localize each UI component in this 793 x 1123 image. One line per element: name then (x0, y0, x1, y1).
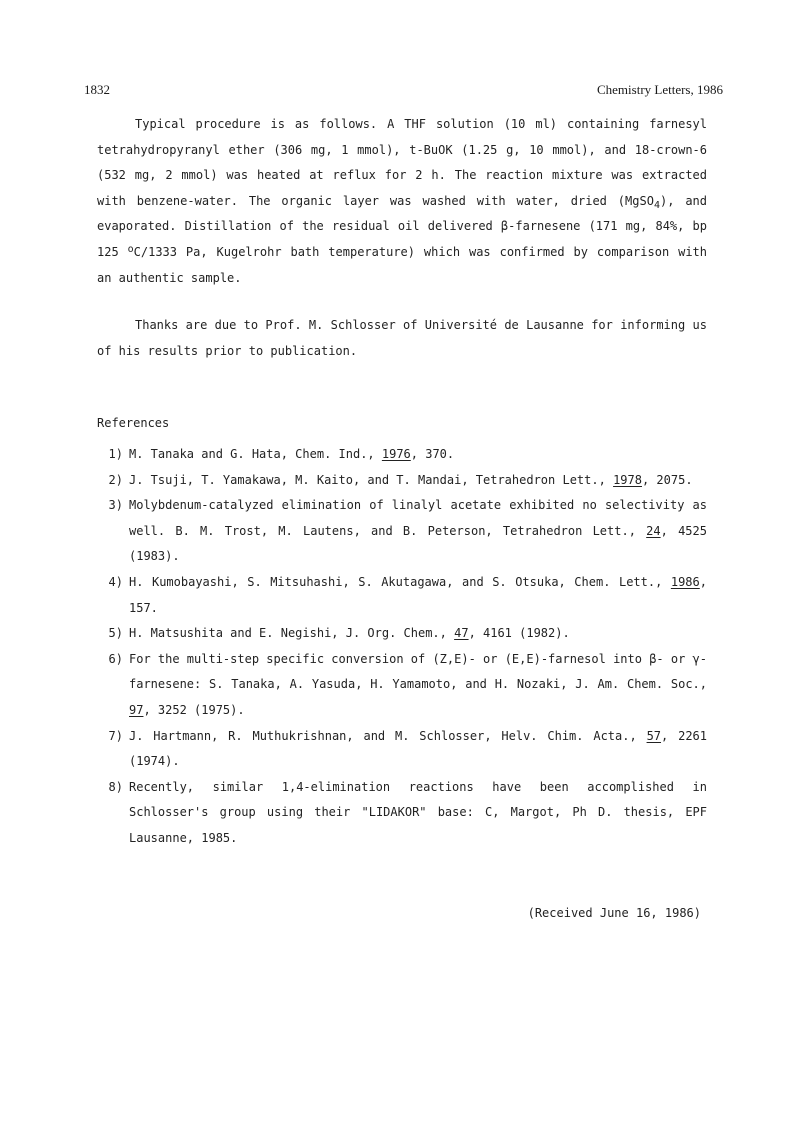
references-heading: References (97, 416, 170, 430)
reference-item: 6) For the multi-step specific conversion of (Z,E)- or (E,E)-farnesol into β- or γ-farnesene: S. Tanaka, A. Yasuda, H. Yamamoto, and H. Nozaki, J. Am. Chem. Soc., 97, 3252 (1975). (108, 651, 707, 717)
page-number: 1832 (84, 82, 110, 97)
reference-item: 2) J. Tsuji, T. Yamakawa, M. Kaito, and T. Mandai, Tetrahedron Lett., 1978, 2075. (108, 472, 693, 487)
reference-item: 3) Molybdenum-catalyzed elimination of linalyl acetate exhibited no selectivity as well. B. M. Trost, M. Lautens, and B. Peterson, Tetrahedron Lett., 24, 4525 (1983). (108, 498, 707, 564)
received-date: (Received June 16, 1986) (527, 906, 701, 920)
reference-item: 1) M. Tanaka and G. Hata, Chem. Ind., 1976, 370. (108, 447, 455, 461)
reference-item: 4) H. Kumobayashi, S. Mitsuhashi, S. Akutagawa, and S. Otsuka, Chem. Lett., 1986, 157. (108, 574, 707, 615)
reference-item: 8) Recently, similar 1,4-elimination reactions have been accomplished in Schlosser's group using their "LIDAKOR" base: C, Margot, Ph D. thesis, EPF Lausanne, 1985. (108, 779, 707, 845)
reference-item: 5) H. Matsushita and E. Negishi, J. Org. Chem., 47, 4161 (1982). (108, 626, 570, 641)
journal-header: Chemistry Letters, 1986 (596, 82, 723, 97)
acknowledgement-paragraph: Thanks are due to Prof. M. Schlosser of Université de Lausanne for informing us of his results prior to publication. (97, 318, 707, 358)
procedure-paragraph: Typical procedure is as follows. A THF solution (10 ml) containing farnesyl tetrahydropyranyl ether (306 mg, 1 mmol), t-BuOK (1.25 g, 10 mmol), and 18-crown-6 (532 mg, 2 mmol) was heated at reflux for 2 h. The reaction mixture was extracted with benzene-water. The organic layer was washed with water, dried (MgSO$_4$), and evaporated. Distillation of the residual oil delivered β-farnesene (171 mg, 84%, bp 125 $^o$C/1333 Pa, Kugelrohr bath temperature) which was confirmed by comparison with an authentic sample. (97, 117, 707, 285)
references-list (97, 442, 707, 852)
reference-item: 7) J. Hartmann, R. Muthukrishnan, and M. Schlosser, Helv. Chim. Acta., 57, 2261 (1974). (108, 728, 707, 769)
